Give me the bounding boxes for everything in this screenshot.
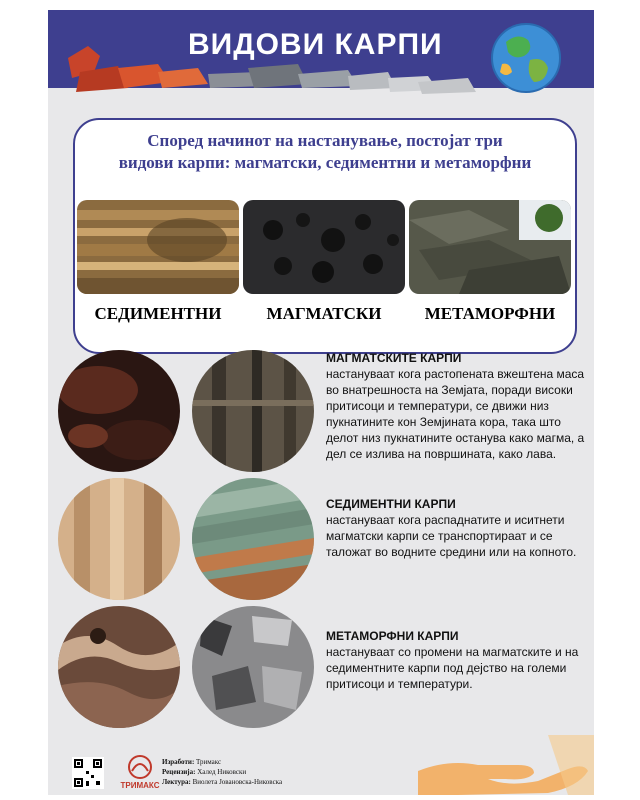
credits-proof-value: Виолета Јовановска-Никовска xyxy=(192,778,283,786)
igneous-photo-1 xyxy=(58,350,180,472)
metamorphic-rock-photo xyxy=(409,200,571,294)
credits-made-value: Тримакс xyxy=(196,758,222,766)
igneous-description xyxy=(326,350,594,462)
label-sedimentary: СЕДИМЕНТНИ xyxy=(94,304,222,323)
sedimentary-rock-photo xyxy=(77,200,239,294)
sedimentary-photo-1 xyxy=(58,478,180,600)
sedimentary-text: настануваат кога распаднатите и иситнети магматски карпи се транспортираат и се таложат во водните средини или на копното. xyxy=(326,513,577,559)
metamorphic-photo-2 xyxy=(192,606,314,728)
metamorphic-description xyxy=(326,628,594,692)
label-metamorphic: МЕТАМОРФНИ xyxy=(424,304,556,323)
credits-review-label: Рецензија: xyxy=(162,768,196,776)
credits xyxy=(162,757,282,787)
metamorphic-text: настануваат со промени на магматските и на седиментните карпи под дејство на големи притисоци и температури. xyxy=(326,645,579,691)
footer xyxy=(48,735,594,795)
label-igneous: МАГМАТСКИ xyxy=(266,304,382,323)
credits-proof-label: Лектура: xyxy=(162,778,191,786)
qr-code-icon xyxy=(72,757,104,789)
igneous-heading: МАГМАТСКИТЕ КАРПИ xyxy=(326,351,462,365)
credits-made-label: Изработи: xyxy=(162,758,195,766)
logo-mark xyxy=(110,753,170,781)
metamorphic-heading: МЕТАМОРФНИ КАРПИ xyxy=(326,629,459,643)
globe-icon xyxy=(488,20,564,96)
intro-box xyxy=(73,118,577,354)
igneous-text: настануваат кога растопената вжештена маса во внатрешноста на Земјата, поради високи притисоци и температури, се движи низ пукнатините кон Земјината кора, така што делот низ пукнатините останува како магма, а дел се излива на површината, како лава. xyxy=(326,367,585,461)
igneous-photo-2 xyxy=(192,350,314,472)
sedimentary-description xyxy=(326,496,594,560)
intro-text xyxy=(87,130,563,174)
intro-line-2: видови карпи: магматски, седиментни и метаморфни xyxy=(118,153,532,172)
logo xyxy=(110,753,170,793)
metamorphic-photo-1 xyxy=(58,606,180,728)
igneous-rock-photo xyxy=(243,200,405,294)
logo-text: ТРИМАКС xyxy=(120,781,160,790)
hand-illustration xyxy=(418,735,594,795)
sedimentary-heading: СЕДИМЕНТНИ КАРПИ xyxy=(326,497,456,511)
intro-line-1: Според начинот на настанување, постојат три xyxy=(147,131,503,150)
sedimentary-photo-2 xyxy=(192,478,314,600)
page-title: ВИДОВИ КАРПИ xyxy=(188,28,443,61)
credits-review-value: Халед Никовски xyxy=(197,768,247,776)
poster xyxy=(48,10,594,795)
